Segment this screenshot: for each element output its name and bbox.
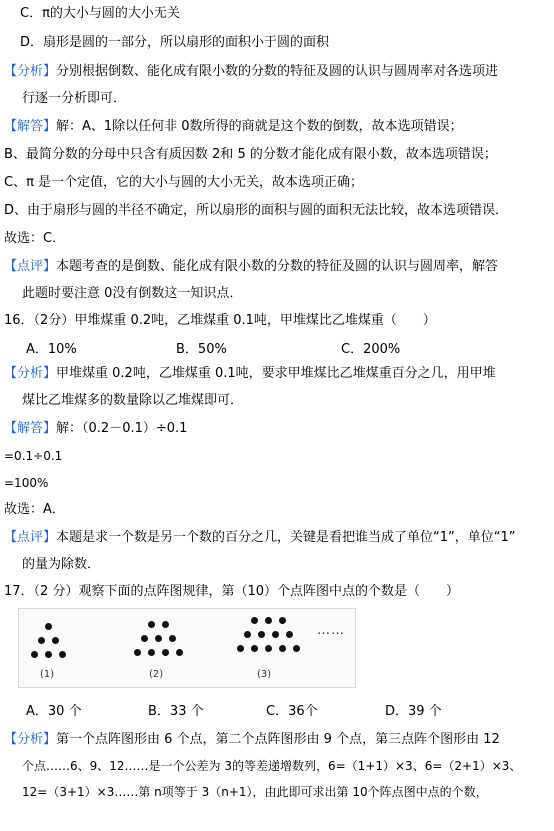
q16-analysis-cont: 煤比乙堆煤多的数量除以乙堆煤即可． bbox=[22, 393, 244, 408]
dot bbox=[286, 631, 293, 638]
fig-label-3: (3) bbox=[257, 669, 272, 680]
dot bbox=[237, 645, 244, 652]
answer-b: B、最简分数的分母中只含有质因数 2和 5 的分数才能化成有限小数，故本选项错误； bbox=[4, 147, 497, 162]
q16-comment-tag: 【点评】 bbox=[4, 530, 57, 545]
q17-analysis-cont-1: 个点……6、9、12……是一个公差为 3的等差递增数列，6=（1+1）×3、6=（2+1）×3、 bbox=[22, 759, 522, 773]
q16-comment-cont: 的量为除数． bbox=[22, 557, 101, 572]
question-16: 16．（2分）甲堆煤重 0.2吨，乙堆煤重 0.1吨，甲堆煤比乙堆煤重（ ） bbox=[4, 313, 436, 328]
option-d-prev: D．扇形是圆的一部分，所以扇形的面积小于圆的面积 bbox=[20, 35, 330, 50]
dot bbox=[134, 649, 141, 656]
analysis-tag: 【分析】 bbox=[4, 64, 57, 79]
dot bbox=[279, 617, 286, 624]
q16-answer-tag: 【解答】 bbox=[4, 421, 57, 436]
answer-d: D、由于扇形与圆的半径不确定，所以扇形的面积与圆的面积无法比较，故本选项错误． bbox=[4, 203, 509, 218]
answer-tag: 【解答】 bbox=[4, 119, 57, 134]
dot bbox=[265, 617, 272, 624]
dot bbox=[148, 649, 155, 656]
option-c-prev: C．π的大小与圆的大小无关 bbox=[20, 6, 180, 21]
comment-text: 本题考查的是倒数、能化成有限小数的分数的特征及圆的认识与圆周率，解答 bbox=[56, 259, 499, 274]
dot bbox=[162, 621, 169, 628]
analysis-text: 分别根据倒数、能化成有限小数的分数的特征及圆的认识与圆周率对各选项进 bbox=[56, 64, 499, 79]
q16-analysis-line bbox=[4, 365, 496, 383]
answer-c: C、π 是一个定值，它的大小与圆的大小无关，故本选项正确； bbox=[4, 175, 364, 190]
dot bbox=[265, 645, 272, 652]
dot-pattern-figure bbox=[18, 608, 356, 688]
dot bbox=[45, 623, 52, 630]
q17-option-b: B．33 个 bbox=[148, 704, 204, 719]
q17-analysis-line bbox=[4, 731, 500, 749]
dot bbox=[251, 645, 258, 652]
analysis-cont: 行逐一分析即可． bbox=[22, 91, 127, 106]
dot bbox=[162, 649, 169, 656]
dot bbox=[59, 651, 66, 658]
dot bbox=[52, 637, 59, 644]
q17-analysis-tag: 【分析】 bbox=[4, 732, 57, 747]
dot bbox=[31, 651, 38, 658]
dot bbox=[169, 635, 176, 642]
dot bbox=[148, 621, 155, 628]
dot bbox=[293, 645, 300, 652]
q17-option-c: C．36个 bbox=[266, 704, 318, 719]
dot bbox=[141, 635, 148, 642]
q17-option-d: D．39 个 bbox=[385, 704, 442, 719]
q16-option-c: C．200% bbox=[341, 342, 401, 357]
question-17: 17．（2 分）观察下面的点阵图规律，第（10）个点阵图中点的个数是（ ） bbox=[4, 584, 459, 599]
dot bbox=[251, 617, 258, 624]
comment-line bbox=[4, 258, 498, 276]
q16-option-b: B．50% bbox=[176, 342, 227, 357]
q17-analysis-cont-2: 12=（3+1）×3……第 n项等于 3（n+1），由此即可求出第 10个阵点图中点的个数， bbox=[22, 785, 488, 799]
q16-answer-text: 解：（0.2－0.1）÷0.1 bbox=[56, 421, 188, 436]
q16-step-1: =0.1÷0.1 bbox=[4, 449, 63, 463]
fig-label-2: (2) bbox=[149, 669, 164, 680]
answer-text: 解：A、1除以任何非 0数所得的商就是这个数的倒数，故本选项错误； bbox=[56, 119, 463, 134]
q16-analysis-tag: 【分析】 bbox=[4, 366, 57, 381]
q16-comment-line bbox=[4, 529, 516, 547]
dot bbox=[244, 631, 251, 638]
q16-choice: 故选：A． bbox=[4, 502, 65, 517]
comment-cont: 此题时要注意 0没有倒数这一知识点． bbox=[22, 286, 243, 301]
dot bbox=[155, 635, 162, 642]
q16-answer-line bbox=[4, 420, 187, 438]
dot bbox=[176, 649, 183, 656]
q16-comment-text: 本题是求一个数是另一个数的百分之几，关键是看把谁当成了单位“1”，单位“1” bbox=[56, 530, 516, 545]
q17-analysis-text: 第一个点阵图形由 6 个点，第二个点阵图形由 9 个点，第三点阵个图形由 12 bbox=[56, 732, 500, 747]
dot bbox=[38, 637, 45, 644]
answer-choice: 故选：C． bbox=[4, 231, 66, 246]
dot bbox=[45, 651, 52, 658]
dot bbox=[279, 645, 286, 652]
analysis-line bbox=[4, 63, 498, 81]
q16-analysis-text: 甲堆煤重 0.2吨，乙堆煤重 0.1吨，要求甲堆煤比乙堆煤重百分之几，用甲堆 bbox=[56, 366, 496, 381]
fig-label-1: (1) bbox=[40, 669, 55, 680]
more-figures-ellipsis: …… bbox=[317, 623, 345, 638]
q16-step-2: =100% bbox=[4, 476, 49, 490]
comment-tag: 【点评】 bbox=[4, 259, 57, 274]
dot bbox=[272, 631, 279, 638]
q17-option-a: A．30 个 bbox=[26, 704, 82, 719]
q16-option-a: A．10% bbox=[26, 342, 77, 357]
answer-line bbox=[4, 118, 463, 136]
dot bbox=[258, 631, 265, 638]
